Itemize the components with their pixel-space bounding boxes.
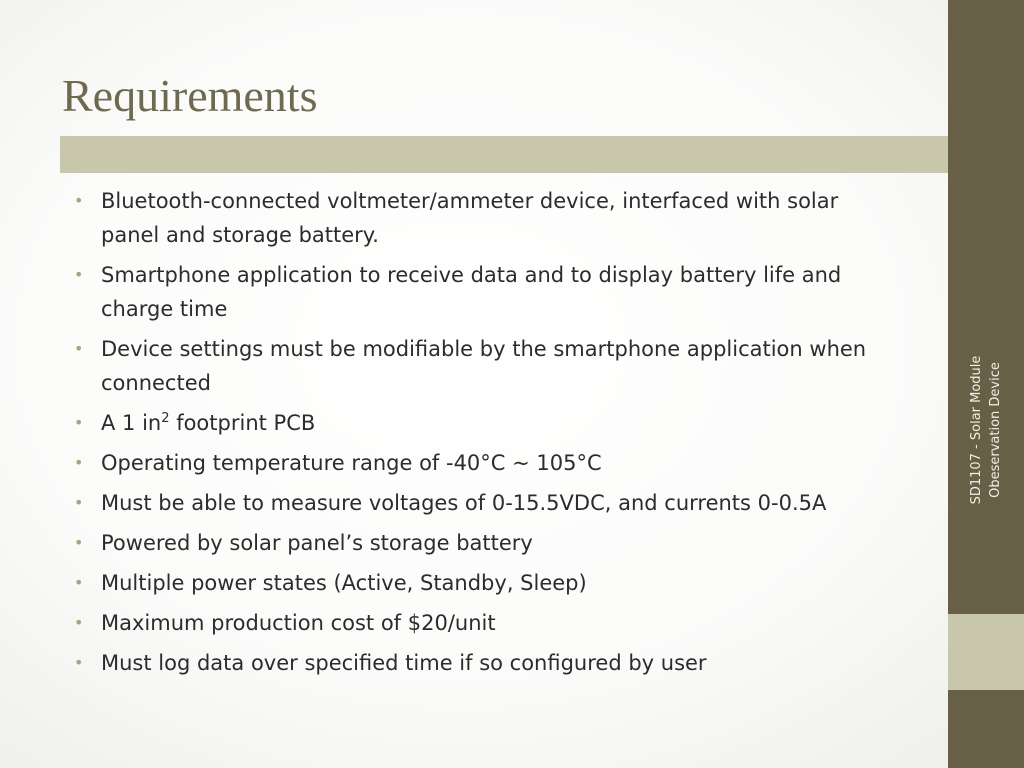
bullet-text: Device settings must be modifiable by the smartphone application when connected bbox=[101, 337, 867, 395]
bullet-icon: • bbox=[74, 653, 84, 672]
bullet-icon: • bbox=[74, 339, 84, 358]
bullet-text: Powered by solar panel’s storage battery bbox=[101, 531, 533, 555]
bullet-text: Multiple power states (Active, Standby, Sleep) bbox=[101, 571, 587, 595]
bullet-text bbox=[101, 406, 914, 440]
bullet-text: Must be able to measure voltages of 0-15.5VDC, and currents 0-0.5A bbox=[101, 491, 827, 515]
list-item bbox=[74, 486, 914, 520]
list-item bbox=[74, 606, 914, 640]
bullet-icon: • bbox=[74, 191, 84, 210]
bullet-icon: • bbox=[74, 265, 84, 284]
bullet-text-start: A 1 in bbox=[101, 411, 162, 435]
bullet-icon: • bbox=[74, 613, 84, 632]
list-item bbox=[74, 406, 914, 440]
list-item bbox=[74, 526, 914, 560]
sidebar-footer-line: Obeservation Device bbox=[988, 362, 1003, 498]
title-accent-band bbox=[60, 136, 948, 173]
list-item bbox=[74, 646, 914, 680]
bullet-icon: • bbox=[74, 533, 84, 552]
superscript: 2 bbox=[161, 411, 170, 426]
bullet-icon: • bbox=[74, 413, 84, 432]
sidebar-footer-label bbox=[967, 320, 1005, 540]
bullet-text: Maximum production cost of $20/unit bbox=[101, 611, 496, 635]
list-item bbox=[74, 258, 914, 326]
bullet-icon: • bbox=[74, 573, 84, 592]
list-item bbox=[74, 446, 914, 480]
bullet-text: Must log data over specified time if so configured by user bbox=[101, 651, 707, 675]
list-item bbox=[74, 184, 914, 252]
list-item bbox=[74, 566, 914, 600]
bullet-text: Bluetooth-connected voltmeter/ammeter device, interfaced with solar panel and storage battery. bbox=[101, 189, 839, 247]
bullet-text-end: footprint PCB bbox=[169, 411, 316, 435]
bullet-text: Operating temperature range of -40°C ~ 105°C bbox=[101, 451, 602, 475]
bullet-icon: • bbox=[74, 493, 84, 512]
bullet-icon: • bbox=[74, 453, 84, 472]
sidebar-accent-block bbox=[948, 614, 1024, 690]
list-item bbox=[74, 332, 914, 400]
requirements-list bbox=[74, 184, 914, 680]
bullet-text: Smartphone application to receive data and to display battery life and charge time bbox=[101, 263, 842, 321]
sidebar-footer-line: SD1107 - Solar Module bbox=[969, 355, 984, 505]
slide-title: Requirements bbox=[62, 70, 318, 121]
